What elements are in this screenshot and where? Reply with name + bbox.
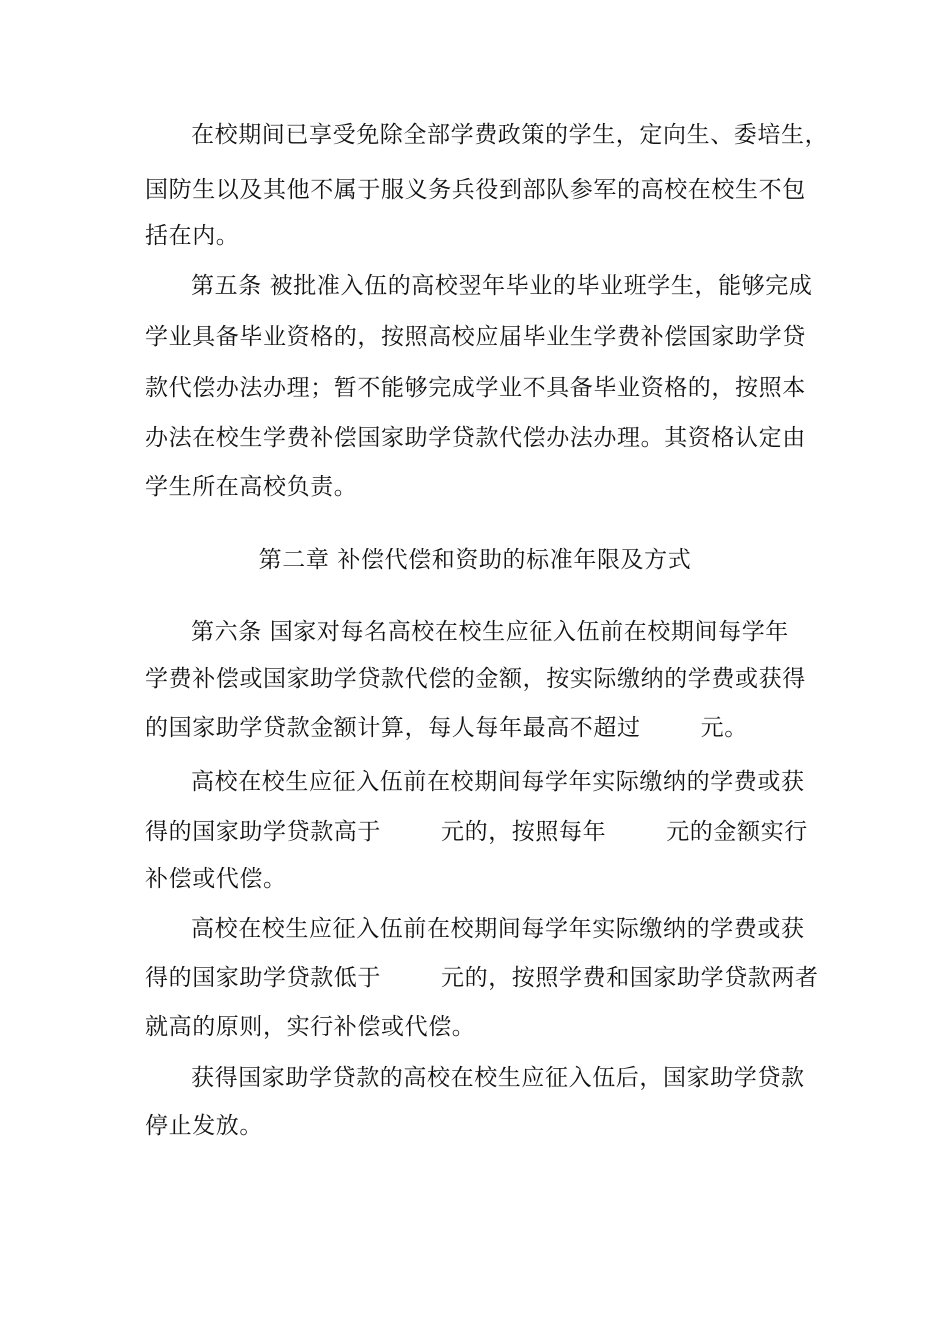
paragraph-6-line-2: 停止发放。 xyxy=(145,1113,263,1139)
paragraph-4-line-2-text-a: 得的国家助学贷款高于 xyxy=(145,819,381,845)
paragraph-1-line-3: 括在内。 xyxy=(145,223,240,249)
paragraph-5-line-2 xyxy=(145,963,819,993)
paragraph-4-line-1: 高校在校生应征入伍前在校期间每学年实际缴纳的学费或获 xyxy=(191,769,805,795)
article-6-line-1: 第六条 国家对每名高校在校生应征入伍前在校期间每学年 xyxy=(191,619,789,645)
paragraph-6-line-1: 获得国家助学贷款的高校在校生应征入伍后，国家助学贷款 xyxy=(191,1065,805,1091)
chapter-heading: 第二章 补偿代偿和资助的标准年限及方式 xyxy=(258,547,692,573)
paragraph-5-line-2-text-b: 元的，按照学费和国家助学贷款两者 xyxy=(441,965,819,991)
article-5-line-5: 学生所在高校负责。 xyxy=(145,474,358,500)
paragraph-4-line-2-text-c: 元的金额实行 xyxy=(666,819,808,845)
paragraph-4-line-2 xyxy=(145,817,810,847)
article-5-line-3: 款代偿办法办理；暂不能够完成学业不具备毕业资格的，按照本 xyxy=(145,375,806,401)
article-6-line-3-unit: 元。 xyxy=(700,715,748,741)
article-6-line-2: 学费补偿或国家助学贷款代偿的金额，按实际缴纳的学费或获得 xyxy=(145,666,806,692)
paragraph-4-line-3: 补偿或代偿。 xyxy=(145,866,287,892)
article-5-line-2: 学业具备毕业资格的，按照高校应届毕业生学费补偿国家助学贷 xyxy=(145,324,806,350)
article-5-line-4: 办法在校生学费补偿国家助学贷款代偿办法办理。其资格认定由 xyxy=(145,425,806,451)
article-5-line-1: 第五条 被批准入伍的高校翌年毕业的毕业班学生，能够完成 xyxy=(191,273,813,299)
paragraph-5-line-2-text-a: 得的国家助学贷款低于 xyxy=(145,965,381,991)
paragraph-5-line-3: 就高的原则，实行补偿或代偿。 xyxy=(145,1014,476,1040)
paragraph-5-line-1: 高校在校生应征入伍前在校期间每学年实际缴纳的学费或获 xyxy=(191,916,805,942)
article-6-line-3 xyxy=(145,713,810,743)
paragraph-1-line-2: 国防生以及其他不属于服义务兵役到部队参军的高校在校生不包 xyxy=(145,177,806,203)
article-6-line-3-text: 的国家助学贷款金额计算，每人每年最高不超过 xyxy=(145,715,641,741)
paragraph-1-line-1: 在校期间已享受免除全部学费政策的学生，定向生、委培生， xyxy=(191,122,829,148)
paragraph-4-line-2-text-b: 元的，按照每年 xyxy=(441,819,607,845)
